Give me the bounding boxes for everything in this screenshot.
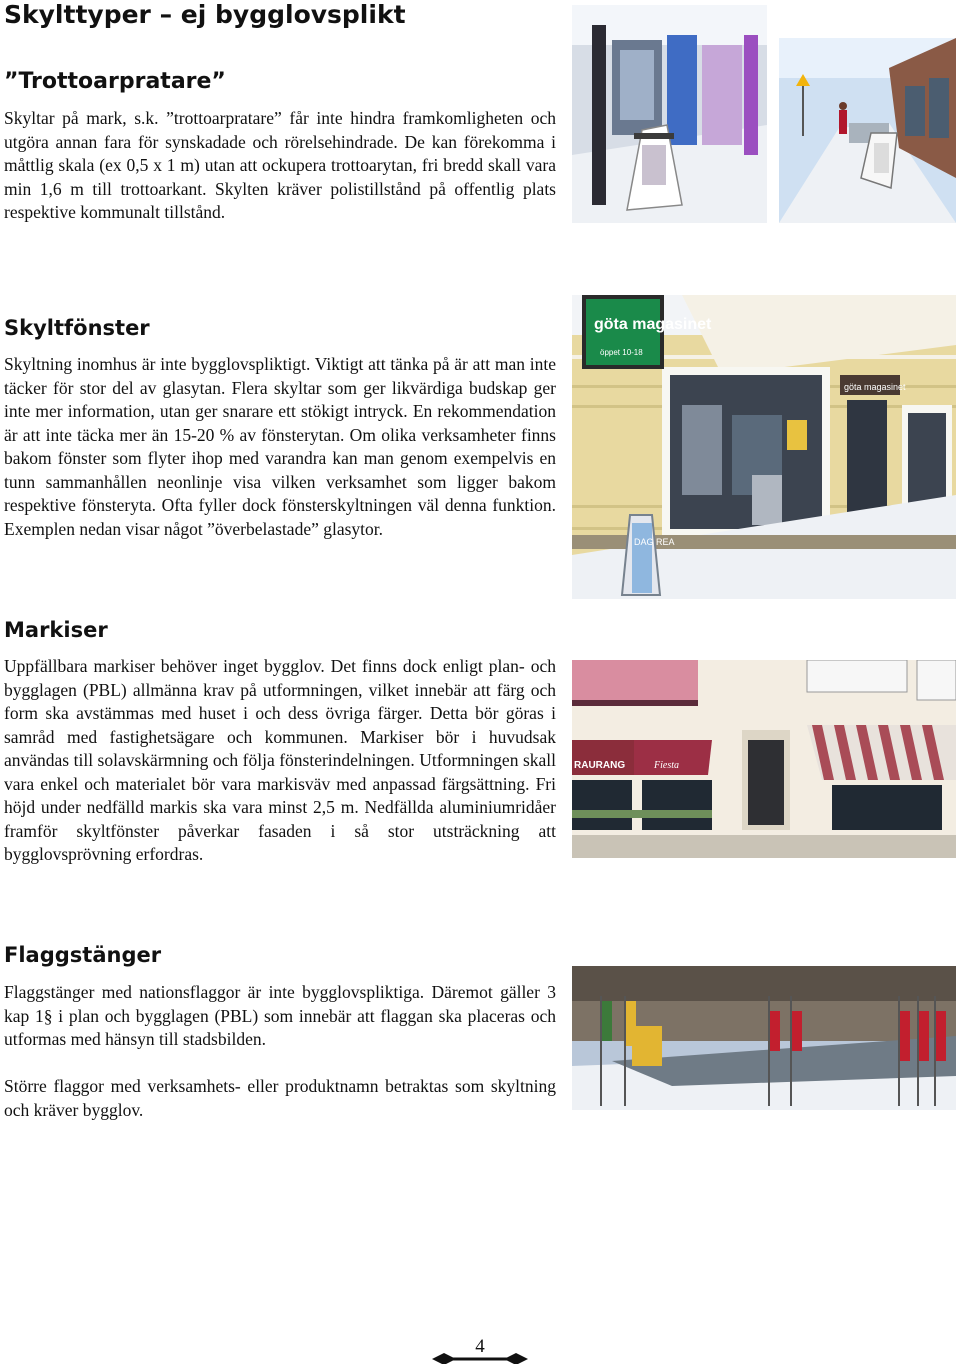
section-text-markiser: Uppfällbara markiser behöver inget bygglov. Det finns dock enligt plan- och bygglagen (PBL) allmänna krav på utformningen, vilket innebär att färg och form ska avstämmas med huset i och dess övriga färger. Detta bör göras i samråd med fastighetsägare och kommunen. Markiser bör i huvudsak användas till solavskärmning och följa fönsterindelningen. Utformningen skall vara enkel och materialet bör vara markisväv med anpassad färgsättning. Fri höjd under nedfälld markis ska vara minst 2,5 m. Nedfällda aluminiumridåer framför skyltfönster påverkar fasaden i så stor utsträckning att bygglovsprövning erfordras.	[4, 656, 556, 864]
page-title: Skylttyper – ej bygglovsplikt	[4, 0, 406, 29]
photo-awnings	[572, 660, 956, 858]
store-sign-small: öppet 10-18	[600, 348, 643, 357]
page-number-ornament	[420, 1334, 540, 1364]
store-sign-text: göta magasinet	[594, 316, 712, 333]
section-heading-skyltfonster: Skyltfönster	[4, 316, 150, 340]
awning-right-text: Fiesta	[654, 760, 679, 771]
section-text-flaggstanger-1: Flaggstänger med nationsflaggor är inte bygglovspliktiga. Däremot gäller 3 kap 1§ i plan och bygglagen (PBL) som innebär att flaggan ska placeras och utformas med hänsyn till stadsbilden.	[4, 982, 556, 1049]
photo-flagpoles	[572, 966, 956, 1110]
section-text-skyltfonster: Skyltning inomhus är inte bygglovspliktigt. Viktigt att tänka på är att man inte täcker för stor del av glasytan. Flera skyltar som ger likvärdiga budskap ger inte mer information, utan ger snarare ett stökigt intryck. En rekommendation är att inte täcka mer än 15-20 % av fönsterytan. Om olika verksamheter finns bakom fönster som flyter ihop med varandra kan man genom exempelvis en tunn sammanhållen neonlinje visa vilken verksamhet som ligger bakom respektive fönsteryta. Ofta fyller dock fönsterskyltningen väl denna funktion. Exemplen nedan visar något ”överbelastade” glasytor.	[4, 354, 556, 539]
section-text-trottoarpratare: Skyltar på mark, s.k. ”trottoarpratare” får inte hindra framkomligheten och utgöra annan fara för synskadade och rörelsehindrade. De kan förekomma i måttlig skala (ex 0,5 x 1 m) utan att ockupera trottoarytan, fri bredd skall vara min 1,6 m till trottoarkant. Skylten kräver polistillstånd på offentlig plats respektive kommunalt tillstånd.	[4, 108, 556, 222]
sandwich-board-text: DAG REA	[634, 537, 675, 547]
page-number: 4	[475, 1336, 485, 1357]
section-heading-flaggstanger: Flaggstänger	[4, 943, 162, 967]
photo-sandwich-board-storefront	[572, 5, 767, 223]
facade-sign-text: göta magasinet	[844, 382, 906, 392]
awning-left-text: RAURANG	[574, 760, 626, 771]
section-text-flaggstanger-2: Större flaggor med verksamhets- eller produktnamn betraktas som skyltning och kräver bygglov.	[4, 1076, 556, 1120]
section-heading-markiser: Markiser	[4, 618, 108, 642]
photo-shop-window-facade	[572, 295, 956, 599]
photo-snowy-sidewalk	[779, 38, 956, 223]
section-heading-trottoarpratare: ”Trottoarpratare”	[4, 69, 226, 94]
